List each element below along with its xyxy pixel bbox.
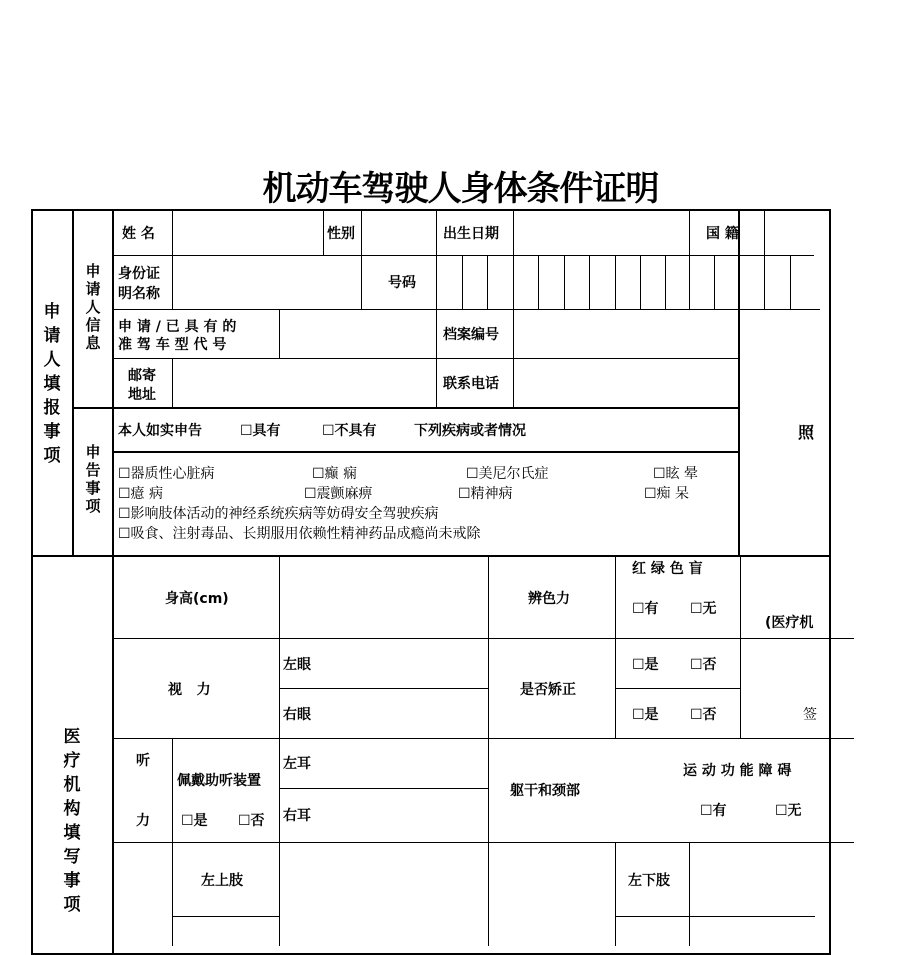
nationality-label: 国 籍 [706, 226, 739, 242]
institution-label: (医疗机 [765, 615, 814, 631]
photo-label: 照 [798, 423, 815, 442]
condition-heart-disease[interactable]: ☐器质性心脏病 [118, 466, 215, 482]
id-number-label: 号码 [388, 275, 416, 291]
condition-vertigo[interactable]: ☐眩 晕 [653, 466, 699, 482]
condition-dementia[interactable]: ☐痴 呆 [644, 486, 690, 502]
id-type-label-1: 身份证 [118, 266, 160, 282]
id-type-input[interactable] [174, 257, 360, 308]
motor-has-checkbox[interactable]: ☐有 [700, 803, 727, 819]
hearing-aid-no[interactable]: ☐否 [238, 813, 265, 829]
declaration-not-checkbox[interactable]: ☐不具有 [322, 423, 377, 439]
hearing-label-top: 听 [136, 753, 150, 769]
condition-drug-addiction[interactable]: ☐吸食、注射毒品、长期服用依赖性精神药品成瘾尚未戒除 [118, 526, 481, 542]
declaration-prefix: 本人如实申告 [118, 423, 202, 439]
file-number-input[interactable] [515, 311, 737, 357]
condition-neurological[interactable]: ☐影响肢体活动的神经系统疾病等妨碍安全驾驶疾病 [118, 506, 439, 522]
right-eye-corrected-no[interactable]: ☐否 [690, 707, 717, 723]
birth-date-label: 出生日期 [443, 226, 499, 242]
license-type-label-2: 准 驾 车 型 代 号 [118, 337, 227, 353]
applicant-info-label: 申请人信息 [85, 262, 101, 352]
address-input[interactable] [174, 360, 435, 406]
name-label: 姓 名 [122, 226, 155, 242]
left-upper-limb-label: 左上肢 [201, 873, 243, 889]
signature-char: 签 [803, 707, 817, 723]
phone-label: 联系电话 [443, 376, 499, 392]
right-eye-label: 右眼 [283, 707, 311, 723]
hearing-label-bottom: 力 [136, 813, 150, 829]
condition-epilepsy[interactable]: ☐癫 痫 [312, 466, 358, 482]
declaration-suffix: 下列疾病或者情况 [414, 423, 526, 439]
left-eye-label: 左眼 [283, 657, 311, 673]
left-eye-corrected-no[interactable]: ☐否 [690, 657, 717, 673]
trunk-neck-label: 躯干和颈部 [510, 783, 580, 799]
name-input[interactable] [174, 212, 322, 254]
motor-none-checkbox[interactable]: ☐无 [775, 803, 802, 819]
license-type-label-1: 申 请 / 已 具 有 的 [118, 319, 237, 335]
corrected-label: 是否矫正 [520, 682, 576, 698]
motor-impairment-label: 运 动 功 能 障 碍 [683, 763, 792, 779]
applicant-section-label: 申请人填报事项 [43, 302, 61, 466]
address-label-2: 地址 [128, 387, 156, 403]
left-eye-corrected-yes[interactable]: ☐是 [632, 657, 659, 673]
condition-hysteria[interactable]: ☐癔 病 [118, 486, 164, 502]
medical-section-label: 医疗机构填写事项 [63, 727, 81, 915]
condition-paralysis-agitans[interactable]: ☐震颤麻痹 [304, 486, 373, 502]
left-ear-label: 左耳 [283, 756, 311, 772]
phone-input[interactable] [515, 360, 737, 406]
color-blind-none-checkbox[interactable]: ☐无 [690, 601, 717, 617]
declaration-label: 申告事项 [85, 443, 101, 515]
id-type-label-2: 明名称 [118, 286, 160, 302]
declaration-has-checkbox[interactable]: ☐具有 [240, 423, 281, 439]
condition-psychosis[interactable]: ☐精神病 [458, 486, 513, 502]
birth-date-input[interactable] [515, 212, 688, 254]
hearing-aid-label: 佩戴助听装置 [177, 773, 261, 789]
gender-label: 性别 [327, 226, 355, 242]
hearing-aid-yes[interactable]: ☐是 [181, 813, 208, 829]
color-blind-label: 红 绿 色 盲 [632, 561, 703, 577]
vision-label: 视 力 [168, 682, 211, 698]
color-vision-label: 辨色力 [528, 591, 570, 607]
condition-meniere[interactable]: ☐美尼尔氏症 [466, 466, 549, 482]
right-eye-corrected-yes[interactable]: ☐是 [632, 707, 659, 723]
address-label-1: 邮寄 [128, 368, 156, 384]
height-input[interactable] [281, 558, 487, 637]
license-type-input[interactable] [281, 311, 435, 357]
color-blind-has-checkbox[interactable]: ☐有 [632, 601, 659, 617]
left-lower-limb-label: 左下肢 [628, 873, 670, 889]
gender-input[interactable] [363, 212, 435, 254]
right-ear-label: 右耳 [283, 808, 311, 824]
height-label: 身高(cm) [165, 591, 229, 607]
page-title: 机动车驾驶人身体条件证明 [262, 169, 659, 209]
photo-area-box [738, 209, 838, 557]
file-number-label: 档案编号 [443, 327, 499, 343]
